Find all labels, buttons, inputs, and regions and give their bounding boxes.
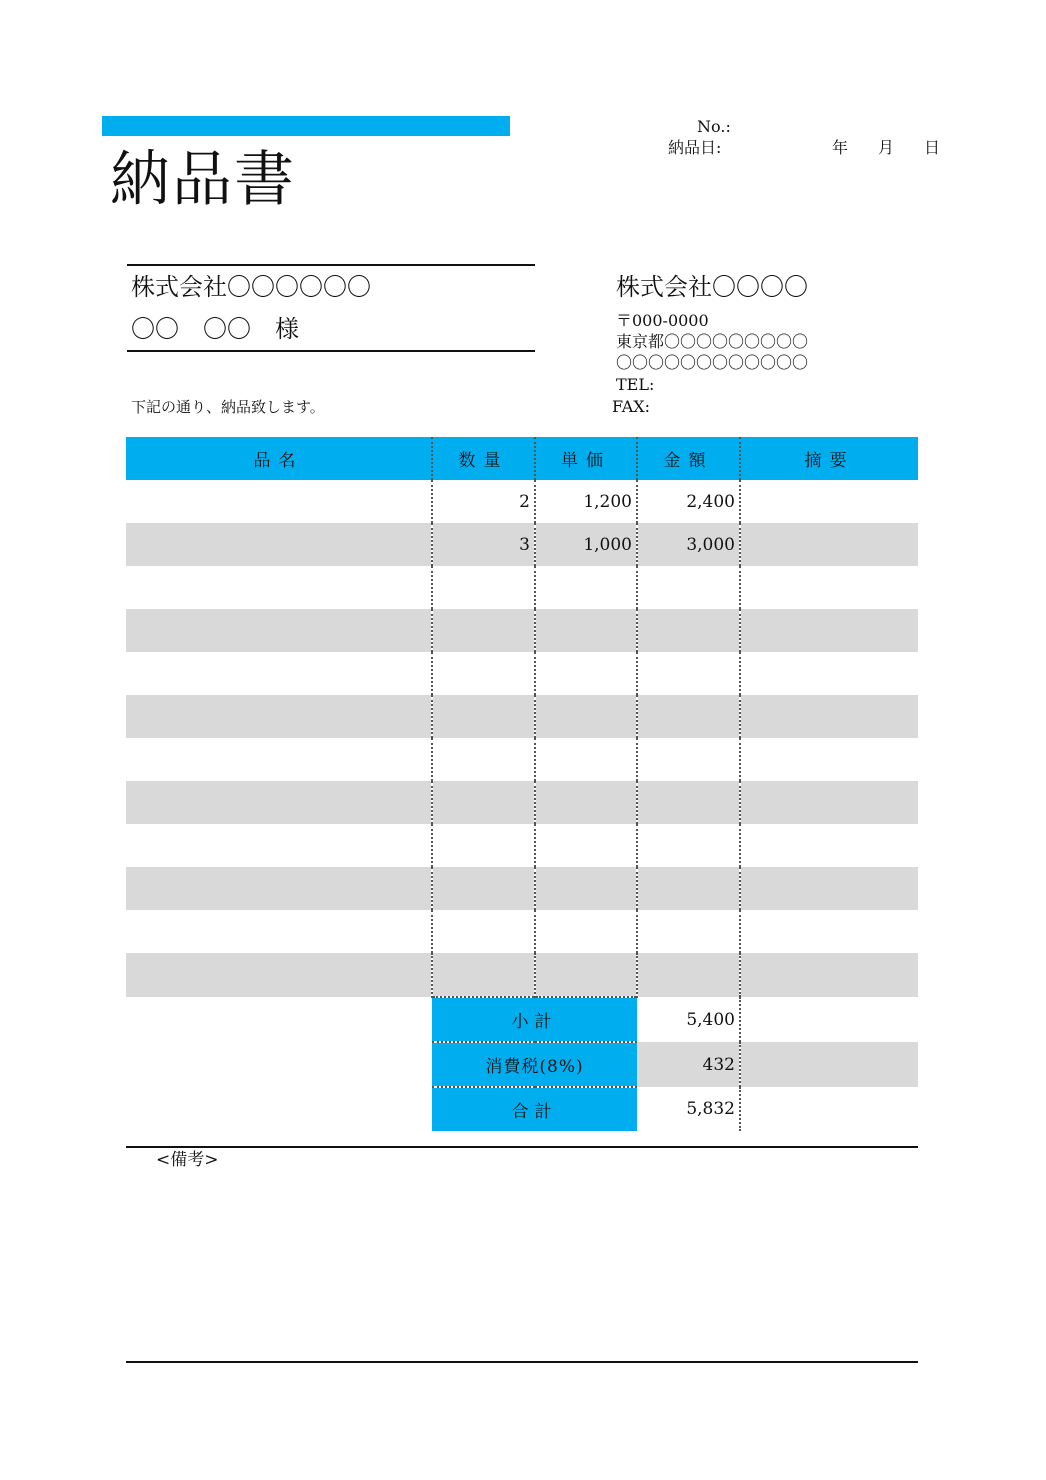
cell-amount[interactable] <box>637 781 740 824</box>
number-label: No.: <box>697 117 731 136</box>
subtotal-row <box>126 997 918 1042</box>
cell-quantity[interactable] <box>432 652 535 695</box>
cell-item-name[interactable] <box>126 953 432 997</box>
cell-item-name[interactable] <box>126 523 432 566</box>
cell-amount[interactable] <box>637 867 740 910</box>
table-row <box>126 566 918 609</box>
cell-unit-price[interactable] <box>535 824 637 867</box>
cell-quantity[interactable] <box>432 781 535 824</box>
cell-unit-price[interactable] <box>535 609 637 652</box>
tax-value: 432 <box>637 1042 740 1087</box>
recipient-top-rule <box>127 264 535 266</box>
cell-quantity[interactable] <box>432 738 535 781</box>
table-row <box>126 480 918 523</box>
header-item-name: 品名 <box>253 451 304 471</box>
cell-remark[interactable] <box>740 695 918 738</box>
sender-tel: TEL: <box>616 375 655 394</box>
cell-amount[interactable] <box>637 910 740 953</box>
table-row <box>126 953 918 997</box>
table-row <box>126 523 918 566</box>
items-table <box>126 437 918 1131</box>
subtotal-remark <box>740 997 918 1042</box>
year-label: 年 <box>832 138 849 157</box>
tax-label: 消費税(8%) <box>432 1042 637 1087</box>
tax-spacer <box>126 1042 432 1087</box>
day-label: 日 <box>924 138 941 157</box>
cell-unit-price[interactable] <box>535 566 637 609</box>
cell-unit-price[interactable] <box>535 910 637 953</box>
cell-remark[interactable] <box>740 824 918 867</box>
cell-amount[interactable] <box>637 824 740 867</box>
cell-unit-price[interactable] <box>535 652 637 695</box>
cell-remark[interactable] <box>740 566 918 609</box>
table-row <box>126 910 918 953</box>
cell-quantity[interactable] <box>432 695 535 738</box>
table-header-row <box>126 437 918 480</box>
cell-item-name[interactable] <box>126 738 432 781</box>
subtotal-spacer <box>126 997 432 1042</box>
cell-amount[interactable] <box>637 695 740 738</box>
cell-remark[interactable] <box>740 953 918 997</box>
cell-item-name[interactable] <box>126 695 432 738</box>
cell-quantity[interactable]: 2 <box>432 480 535 523</box>
delivery-note: 下記の通り、納品致します。 <box>131 398 325 416</box>
cell-remark[interactable] <box>740 480 918 523</box>
sender-company: 株式会社〇〇〇〇 <box>616 273 808 301</box>
cell-amount[interactable] <box>637 953 740 997</box>
cell-unit-price[interactable]: 1,000 <box>535 523 637 566</box>
cell-item-name[interactable] <box>126 867 432 910</box>
cell-unit-price[interactable]: 1,200 <box>535 480 637 523</box>
cell-item-name[interactable] <box>126 566 432 609</box>
cell-quantity[interactable] <box>432 824 535 867</box>
cell-remark[interactable] <box>740 523 918 566</box>
table-row <box>126 609 918 652</box>
table-row <box>126 695 918 738</box>
sender-address-1: 東京都〇〇〇〇〇〇〇〇〇 <box>616 332 809 351</box>
subtotal-value: 5,400 <box>686 1009 735 1030</box>
remarks-bottom-rule <box>126 1361 918 1363</box>
cell-remark[interactable] <box>740 652 918 695</box>
tax-remark <box>740 1042 918 1087</box>
sender-postal: 〒000-0000 <box>616 311 709 330</box>
cell-quantity[interactable]: 3 <box>432 523 535 566</box>
cell-remark[interactable] <box>740 910 918 953</box>
header-amount: 金額 <box>637 437 740 480</box>
cell-amount[interactable] <box>637 609 740 652</box>
remarks-area[interactable] <box>126 1172 918 1357</box>
table-row <box>126 652 918 695</box>
title-accent-bar <box>102 116 510 136</box>
cell-unit-price[interactable] <box>535 695 637 738</box>
cell-item-name[interactable] <box>126 824 432 867</box>
cell-quantity[interactable] <box>432 867 535 910</box>
total-remark <box>740 1087 918 1131</box>
cell-item-name[interactable] <box>126 781 432 824</box>
recipient-person: 〇〇 〇〇 様 <box>131 315 299 343</box>
month-label: 月 <box>878 138 895 157</box>
total-spacer <box>126 1087 432 1131</box>
cell-unit-price[interactable] <box>535 781 637 824</box>
header-quantity: 数量 <box>432 437 535 480</box>
cell-quantity[interactable] <box>432 609 535 652</box>
delivery-date-label: 納品日: <box>668 138 722 157</box>
document-title: 納品書 <box>110 145 296 215</box>
total-row <box>126 1087 918 1131</box>
cell-quantity[interactable] <box>432 566 535 609</box>
cell-item-name[interactable] <box>126 609 432 652</box>
cell-remark[interactable] <box>740 738 918 781</box>
table-row <box>126 781 918 824</box>
cell-amount[interactable] <box>637 738 740 781</box>
sender-address-2: 〇〇〇〇〇〇〇〇〇〇〇〇 <box>616 353 809 372</box>
cell-item-name[interactable] <box>126 652 432 695</box>
subtotal-label: 小計 <box>432 997 637 1042</box>
table-row <box>126 738 918 781</box>
table-row <box>126 824 918 867</box>
sender-fax: FAX: <box>612 397 651 416</box>
cell-remark[interactable] <box>740 867 918 910</box>
header-remark: 摘要 <box>740 437 918 480</box>
cell-unit-price[interactable] <box>535 738 637 781</box>
cell-amount[interactable]: 2,400 <box>637 480 740 523</box>
cell-quantity[interactable] <box>432 910 535 953</box>
cell-remark[interactable] <box>740 781 918 824</box>
recipient-company: 株式会社〇〇〇〇〇〇 <box>131 273 371 301</box>
total-label: 合計 <box>432 1087 637 1131</box>
cell-amount[interactable]: 3,000 <box>637 523 740 566</box>
header-unit-price: 単価 <box>535 437 637 480</box>
cell-amount[interactable] <box>637 652 740 695</box>
cell-item-name[interactable] <box>126 480 432 523</box>
cell-remark[interactable] <box>740 609 918 652</box>
remarks-top-rule <box>126 1146 918 1148</box>
cell-item-name[interactable] <box>126 910 432 953</box>
total-value: 5,832 <box>686 1099 735 1119</box>
cell-quantity[interactable] <box>432 953 535 997</box>
tax-row <box>126 1042 918 1087</box>
recipient-bottom-rule <box>127 350 535 352</box>
cell-unit-price[interactable] <box>535 953 637 997</box>
cell-amount[interactable] <box>637 566 740 609</box>
cell-unit-price[interactable] <box>535 867 637 910</box>
remarks-label: <備考> <box>156 1150 219 1170</box>
table-row <box>126 867 918 910</box>
